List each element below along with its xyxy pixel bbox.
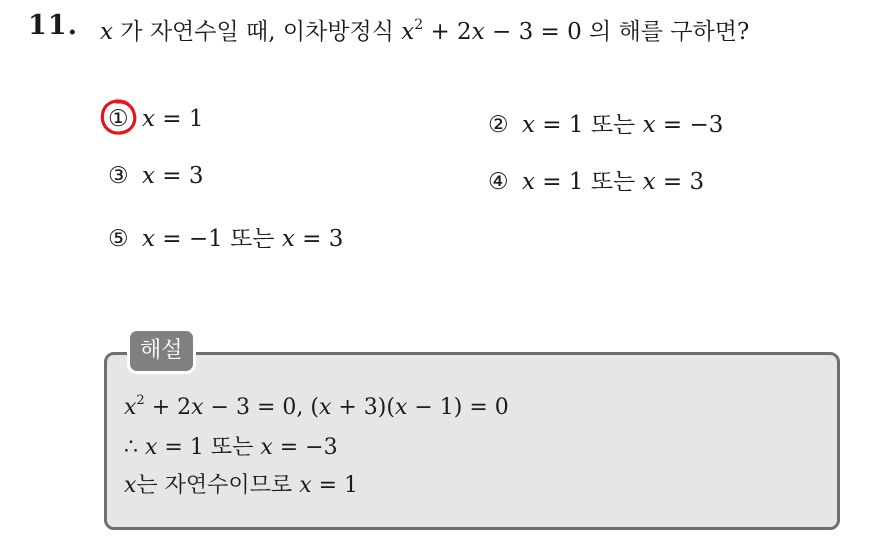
choice-text: = 1 — [154, 106, 204, 132]
variable-x: x — [642, 169, 656, 195]
solution-line-3 — [124, 468, 358, 499]
choice-4[interactable] — [488, 163, 704, 196]
variable-x: x — [401, 19, 415, 45]
variable-x: x — [100, 19, 113, 45]
variable-x: x — [142, 163, 155, 189]
math-text: + 2 — [144, 395, 192, 420]
choice-text: = −3 — [655, 112, 724, 138]
therefore-symbol: ∴ — [124, 435, 145, 460]
choice-3[interactable] — [108, 163, 204, 189]
choice-number: ⑤ — [108, 226, 129, 252]
exponent: 2 — [136, 393, 145, 408]
choice-text: = 3 — [655, 169, 705, 195]
stem-text-2: + 2 — [423, 19, 472, 45]
solution-tag: 해설 — [130, 331, 193, 371]
variable-x: x — [642, 112, 656, 138]
variable-x: x — [142, 106, 155, 132]
choice-5[interactable] — [108, 220, 343, 253]
variable-x: x — [260, 435, 273, 460]
choice-text: = 3 — [154, 163, 204, 189]
choice-text: = 1 또는 — [534, 169, 643, 195]
solution-line-2 — [124, 430, 338, 461]
solution-line-1 — [124, 393, 509, 420]
choice-2[interactable] — [488, 106, 723, 139]
math-text: 는 자연수이므로 — [136, 473, 300, 498]
choice-text: = 3 — [294, 226, 344, 252]
choice-number: ④ — [488, 169, 509, 195]
choice-number: ③ — [108, 163, 129, 189]
math-text: = −3 — [272, 435, 338, 460]
math-text: − 3 = 0, ( — [203, 395, 319, 420]
variable-x: x — [142, 226, 155, 252]
variable-x: x — [145, 435, 158, 460]
stem-text-3: − 3 = 0 의 해를 구하면? — [484, 19, 750, 45]
stem-text-1: 가 자연수일 때, 이차방정식 — [112, 19, 402, 45]
math-text: − 1) = 0 — [407, 395, 509, 420]
variable-x: x — [124, 395, 137, 420]
math-text: = 1 또는 — [157, 435, 261, 460]
variable-x: x — [299, 473, 312, 498]
choice-text: = −1 또는 — [154, 226, 282, 252]
math-text: + 3)( — [331, 395, 395, 420]
math-text: = 1 — [311, 473, 359, 498]
variable-x: x — [522, 169, 535, 195]
exponent: 2 — [414, 17, 424, 33]
choice-text: = 1 또는 — [534, 112, 643, 138]
question-stem — [100, 13, 749, 46]
question-number: 11. — [28, 10, 78, 41]
variable-x: x — [281, 226, 295, 252]
variable-x: x — [522, 112, 535, 138]
answer-circle-mark — [98, 96, 140, 138]
variable-x: x — [471, 19, 485, 45]
choice-number: ① — [108, 106, 129, 132]
choice-number: ② — [488, 112, 509, 138]
variable-x: x — [191, 395, 204, 420]
variable-x: x — [318, 395, 332, 420]
variable-x: x — [394, 395, 408, 420]
variable-x: x — [124, 473, 137, 498]
